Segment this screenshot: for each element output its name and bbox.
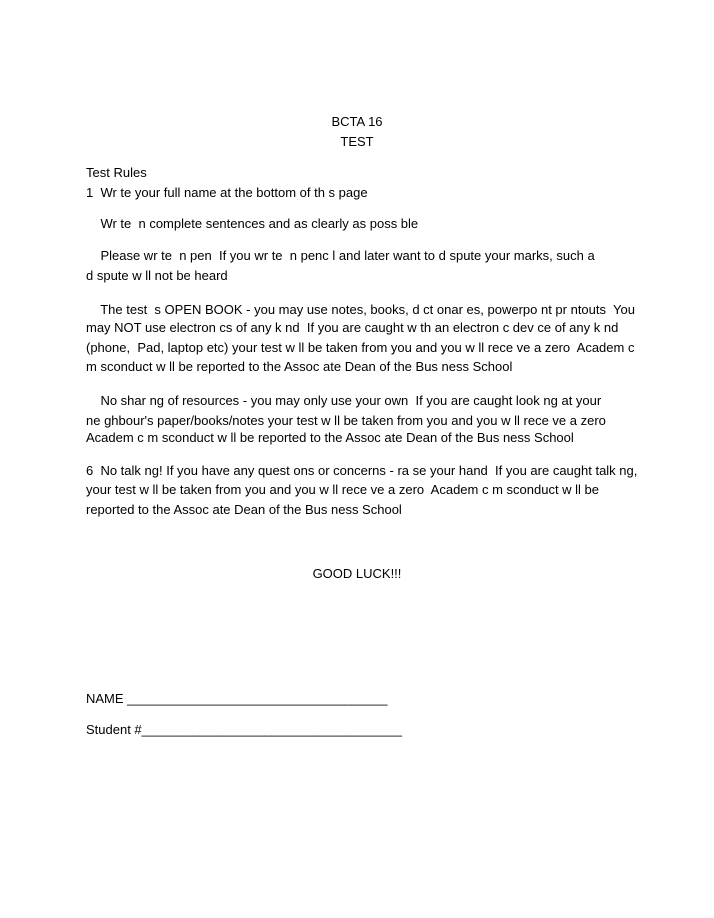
rule-4-line-4: m sconduct w ll be reported to the Assoc ate Dean of the Bus ness School (86, 359, 513, 374)
rule-1-line-1: 1 Wr te your full name at the bottom of th s page (86, 185, 368, 200)
rule-5-line-1: No shar ng of resources - you may only use your own If you are caught look ng at your (86, 393, 602, 408)
name-field: NAME ____________________________________ (86, 691, 388, 706)
rule-6-line-3: reported to the Assoc ate Dean of the Bus ness School (86, 502, 402, 517)
rule-4-line-2: may NOT use electron cs of any k nd If you are caught w th an electron c dev ce of any k nd (86, 320, 619, 335)
rule-3-line-2: d spute w ll not be heard (86, 268, 228, 283)
rule-3-line-1: Please wr te n pen If you wr te n penc l and later want to d spute your marks, such a (86, 248, 595, 263)
rule-6-line-1: 6 No talk ng! If you have any quest ons or concerns - ra se your hand If you are caught talk ng, (86, 463, 638, 478)
rules-heading: Test Rules (86, 165, 147, 180)
closing-message: GOOD LUCK!!! (312, 566, 402, 581)
rule-5-line-3: Academ c m sconduct w ll be reported to the Assoc ate Dean of the Bus ness School (86, 430, 574, 445)
rule-4-line-1: The test s OPEN BOOK - you may use notes, books, d ct onar es, powerpo nt pr ntouts You (86, 302, 635, 317)
test-title: TEST (340, 134, 374, 149)
course-code: BCTA 16 (331, 114, 383, 129)
student-number-field: Student #____________________________________ (86, 722, 402, 737)
rule-5-line-2: ne ghbour's paper/books/notes your test w ll be taken from you and you w ll rece ve a zero (86, 413, 606, 428)
rule-2-line-1: Wr te n complete sentences and as clearly as poss ble (86, 216, 419, 231)
rule-6-line-2: your test w ll be taken from you and you w ll rece ve a zero Academ c m sconduct w ll be (86, 482, 600, 497)
rule-4-line-3: (phone, Pad, laptop etc) your test w ll be taken from you and you w ll rece ve a zero Academ c (86, 340, 635, 355)
